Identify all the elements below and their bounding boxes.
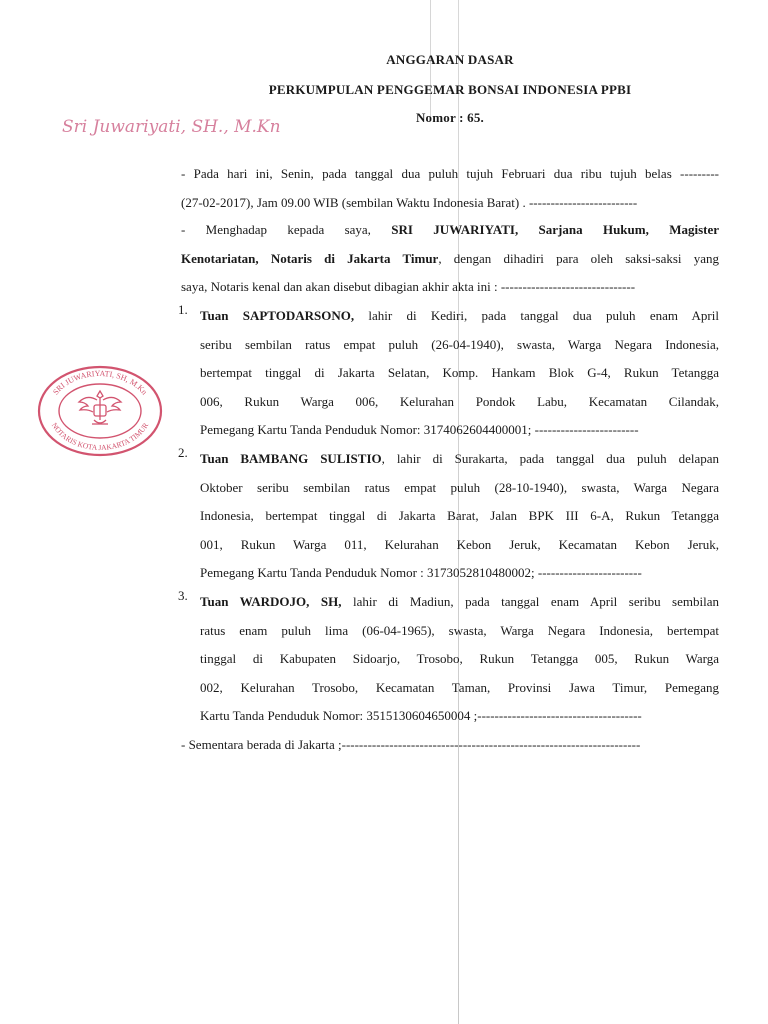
paragraph-line: 006, Rukun Warga 006, Kelurahan Pondok Labu, Kecamatan Cilandak, (200, 393, 719, 409)
paragraph-line: 001, Rukun Warga 011, Kelurahan Kebon Jeruk, Kecamatan Kebon Jeruk, (200, 536, 719, 552)
text-segment: lahir di Madiun, pada tanggal enam April seribu sembilan (341, 594, 719, 609)
list-item-body (200, 445, 719, 588)
notary-name: SRI JUWARIYATI, Sarjana Hukum, Magister (391, 222, 719, 237)
paragraph-line (200, 302, 719, 331)
notary-signature: Sri Juwariyati, SH., M.Kn (62, 117, 281, 137)
notary-stamp (36, 364, 164, 458)
document-title: ANGGARAN DASAR (386, 52, 514, 67)
list-item-body (200, 588, 719, 731)
text-segment: , dengan dihadiri para oleh saksi-saksi yang (438, 250, 719, 266)
appearance-paragraph (181, 216, 719, 302)
person-name: Tuan BAMBANG SULISTIO (200, 451, 382, 466)
stamp-bottom-text: NOTARIS KOTA JAKARTA TIMUR (49, 421, 151, 453)
paragraph-line: tinggal di Kabupaten Sidoarjo, Trosobo, Rukun Tetangga 005, Rukun Warga (200, 651, 719, 667)
paragraph-line: Kartu Tanda Penduduk Nomor: 3515130604650004 ;-------------------------------------- (200, 708, 642, 724)
paragraph-line (181, 216, 719, 245)
paragraph-line: Pemegang Kartu Tanda Penduduk Nomor: 3174062604400001; ------------------------ (200, 422, 639, 438)
document-subtitle: PERKUMPULAN PENGGEMAR BONSAI INDONESIA PPBI (268, 82, 632, 97)
person-name: Tuan SAPTODARSONO, (200, 308, 355, 323)
paragraph-line: Oktober seribu sembilan ratus empat puluh (28-10-1940), swasta, Warga Negara (200, 479, 719, 495)
paragraph-line: ratus enam puluh lima (06-04-1965), swasta, Warga Negara Indonesia, bertempat (200, 622, 719, 638)
list-number: 3. (178, 588, 188, 603)
stamp-top-text: SRI JUWARIYATI, SH, M.Kn (51, 368, 149, 397)
list-number: 2. (178, 445, 188, 460)
notary-title: Kenotariatan, Notaris di Jakarta Timur (181, 250, 439, 266)
list-item-body (200, 302, 719, 445)
text-segment: , lahir di Surakarta, pada tanggal dua puluh delapan (381, 451, 719, 466)
paragraph-line: 002, Kelurahan Trosobo, Kecamatan Taman, Provinsi Jawa Timur, Pemegang (200, 679, 719, 695)
opening-paragraph (181, 160, 719, 217)
paragraph-line: - Sementara berada di Jakarta ;--------------------------------------------------------------------- (181, 737, 641, 752)
paragraph-line: bertempat tinggal di Jakarta Selatan, Komp. Hankam Blok G-4, Rukun Tetangga (200, 365, 719, 381)
text-segment: lahir di Kediri, pada tanggal dua puluh enam April (354, 308, 719, 323)
paragraph-line: (27-02-2017), Jam 09.00 WIB (sembilan Waktu Indonesia Barat) . ------------------------- (181, 194, 638, 210)
closing-paragraph (181, 731, 719, 760)
paragraph-line: Indonesia, bertempat tinggal di Jakarta Barat, Jalan BPK III 6-A, Rukun Tetangga (200, 508, 719, 524)
garuda-emblem-icon (79, 391, 121, 424)
paragraph-line: seribu sembilan ratus empat puluh (26-04-1940), swasta, Warga Negara Indonesia, (200, 336, 719, 352)
paragraph-line: Pemegang Kartu Tanda Penduduk Nomor : 3173052810480002; ------------------------ (200, 565, 642, 581)
text-segment: - Menghadap kepada saya, (181, 222, 371, 237)
paragraph-line: saya, Notaris kenal dan akan disebut dibagian akhir akta ini : ------------------------------- (181, 279, 636, 295)
paragraph-line (200, 445, 719, 474)
paragraph-line (200, 588, 719, 617)
document-number: Nomor : 65. (415, 110, 485, 125)
paragraph-line: - Pada hari ini, Senin, pada tanggal dua puluh tujuh Februari dua ribu tujuh belas --------- (181, 166, 719, 181)
paragraph-line (181, 245, 719, 274)
person-name: Tuan WARDOJO, SH, (200, 594, 342, 609)
list-number: 1. (178, 302, 188, 317)
